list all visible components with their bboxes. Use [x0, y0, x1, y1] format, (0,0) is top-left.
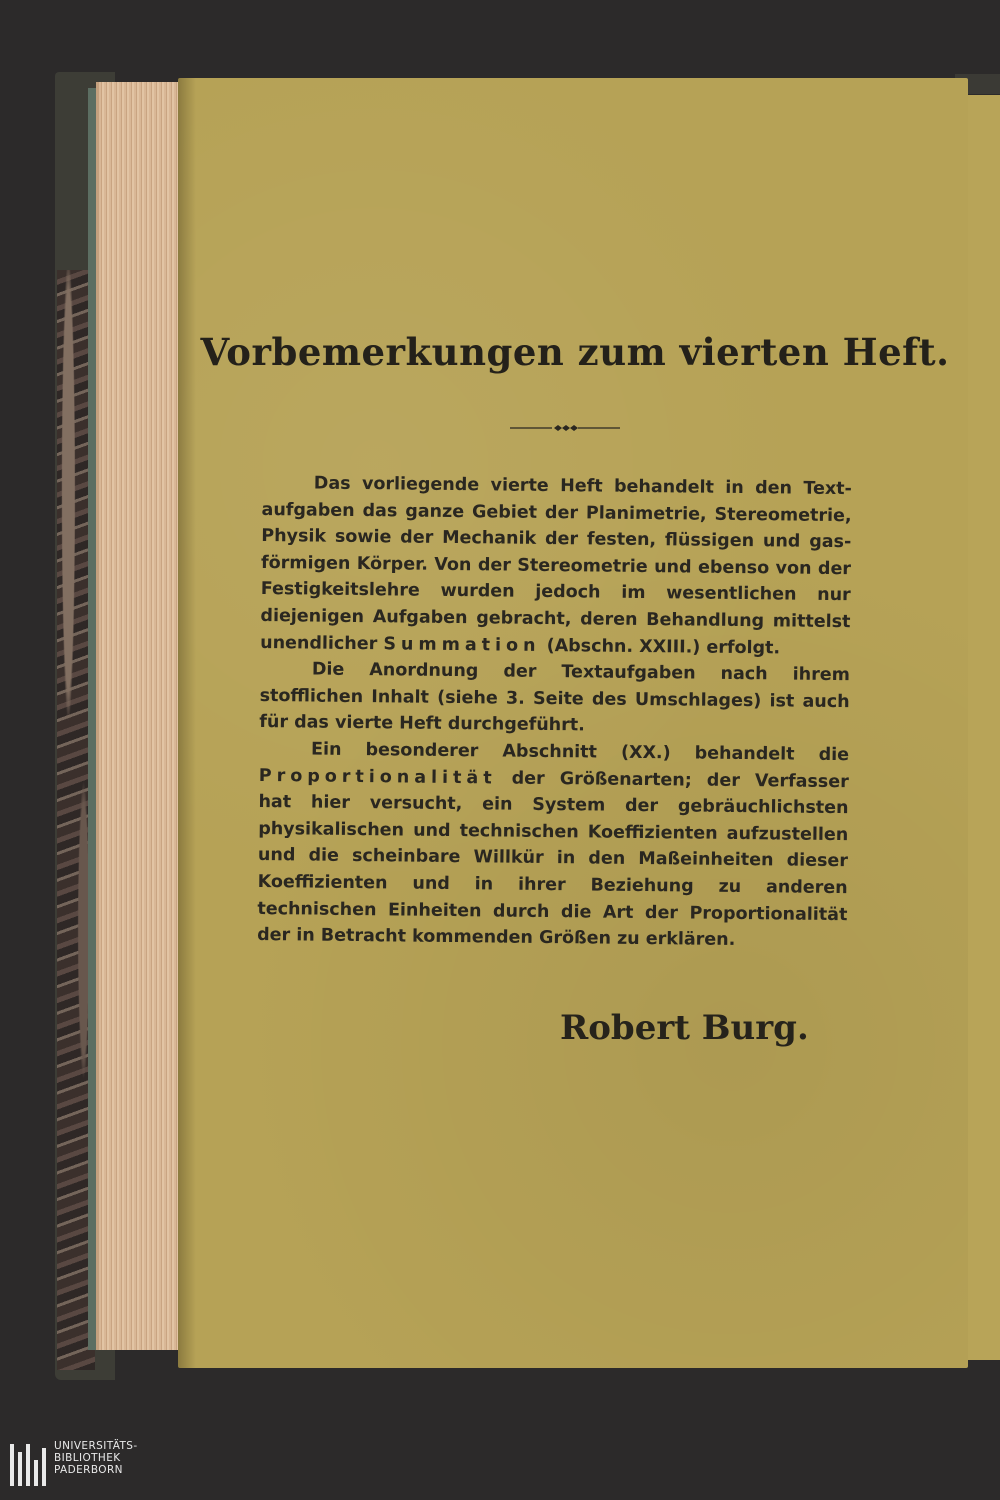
paragraph-1	[260, 470, 852, 662]
author-signature: Robert Burg.	[560, 1008, 809, 1048]
divider-ornament	[510, 423, 620, 433]
logo-line-3: PADERBORN	[54, 1464, 123, 1476]
spaced-word-proportionalitaet: Proportionalität	[258, 765, 497, 789]
p1-end: (Abschn. XXIII.) erfolgt.	[546, 635, 781, 658]
library-logo	[0, 1430, 200, 1500]
logo-line-2: BIBLIOTHEK	[54, 1452, 121, 1464]
library-logo-text	[54, 1440, 138, 1476]
page-gutter-shadow	[178, 78, 196, 1368]
page-title: Vorbemerkungen zum vierten Heft.	[200, 330, 950, 374]
p1-line-3: Physik sowie der Mechanik der festen, flüssigen und gas-	[261, 526, 852, 553]
spaced-word-summation: Summation	[383, 633, 541, 656]
p1-line-4: förmigen Körper. Von der Stereometrie und ebenso von	[260, 552, 812, 579]
logo-line-1: UNIVERSITÄTS-	[54, 1440, 138, 1452]
p3-end: der Größenarten; der Verfasser hat hier versucht, ein System der gebräuchlichsten physikalischen und technischen Koeffizienten aufzustellen und die scheinbare Willkür in den Maßeinheiten dieser Koeffizienten und in ihrer Beziehung zu anderen technischen Einheiten durch die Art der Proportionalität der in Betracht kommenden Größen zu erklären.	[257, 768, 849, 951]
page-stack-edge	[96, 82, 179, 1350]
paragraph-2: Die Anordnung der Textaufgaben nach ihrem stofflichen Inhalt (siehe 3. Seite des Umschlages) ist auch für das vierte Heft durchgeführt.	[259, 659, 850, 736]
p1-line-7: unendlicher	[260, 632, 378, 654]
p1-line-1: Das vorliegende vierte Heft behandelt in den Text-	[313, 473, 852, 500]
p1-line-2: aufgaben das ganze Gebiet der Planimetrie, Stereometrie,	[261, 499, 852, 526]
p3-start: Ein besonderer Abschnitt (XX.) behandelt die	[310, 739, 850, 766]
library-logo-icon	[8, 1438, 50, 1492]
p1-line-6: diejenigen Aufgaben gebracht, deren Behandlung mittelst	[260, 605, 851, 633]
preface-body	[257, 470, 852, 955]
p1-line-5: der Festigkeitslehre wurden jedoch im wesentlichen nur	[260, 558, 852, 606]
paragraph-3	[257, 736, 849, 955]
